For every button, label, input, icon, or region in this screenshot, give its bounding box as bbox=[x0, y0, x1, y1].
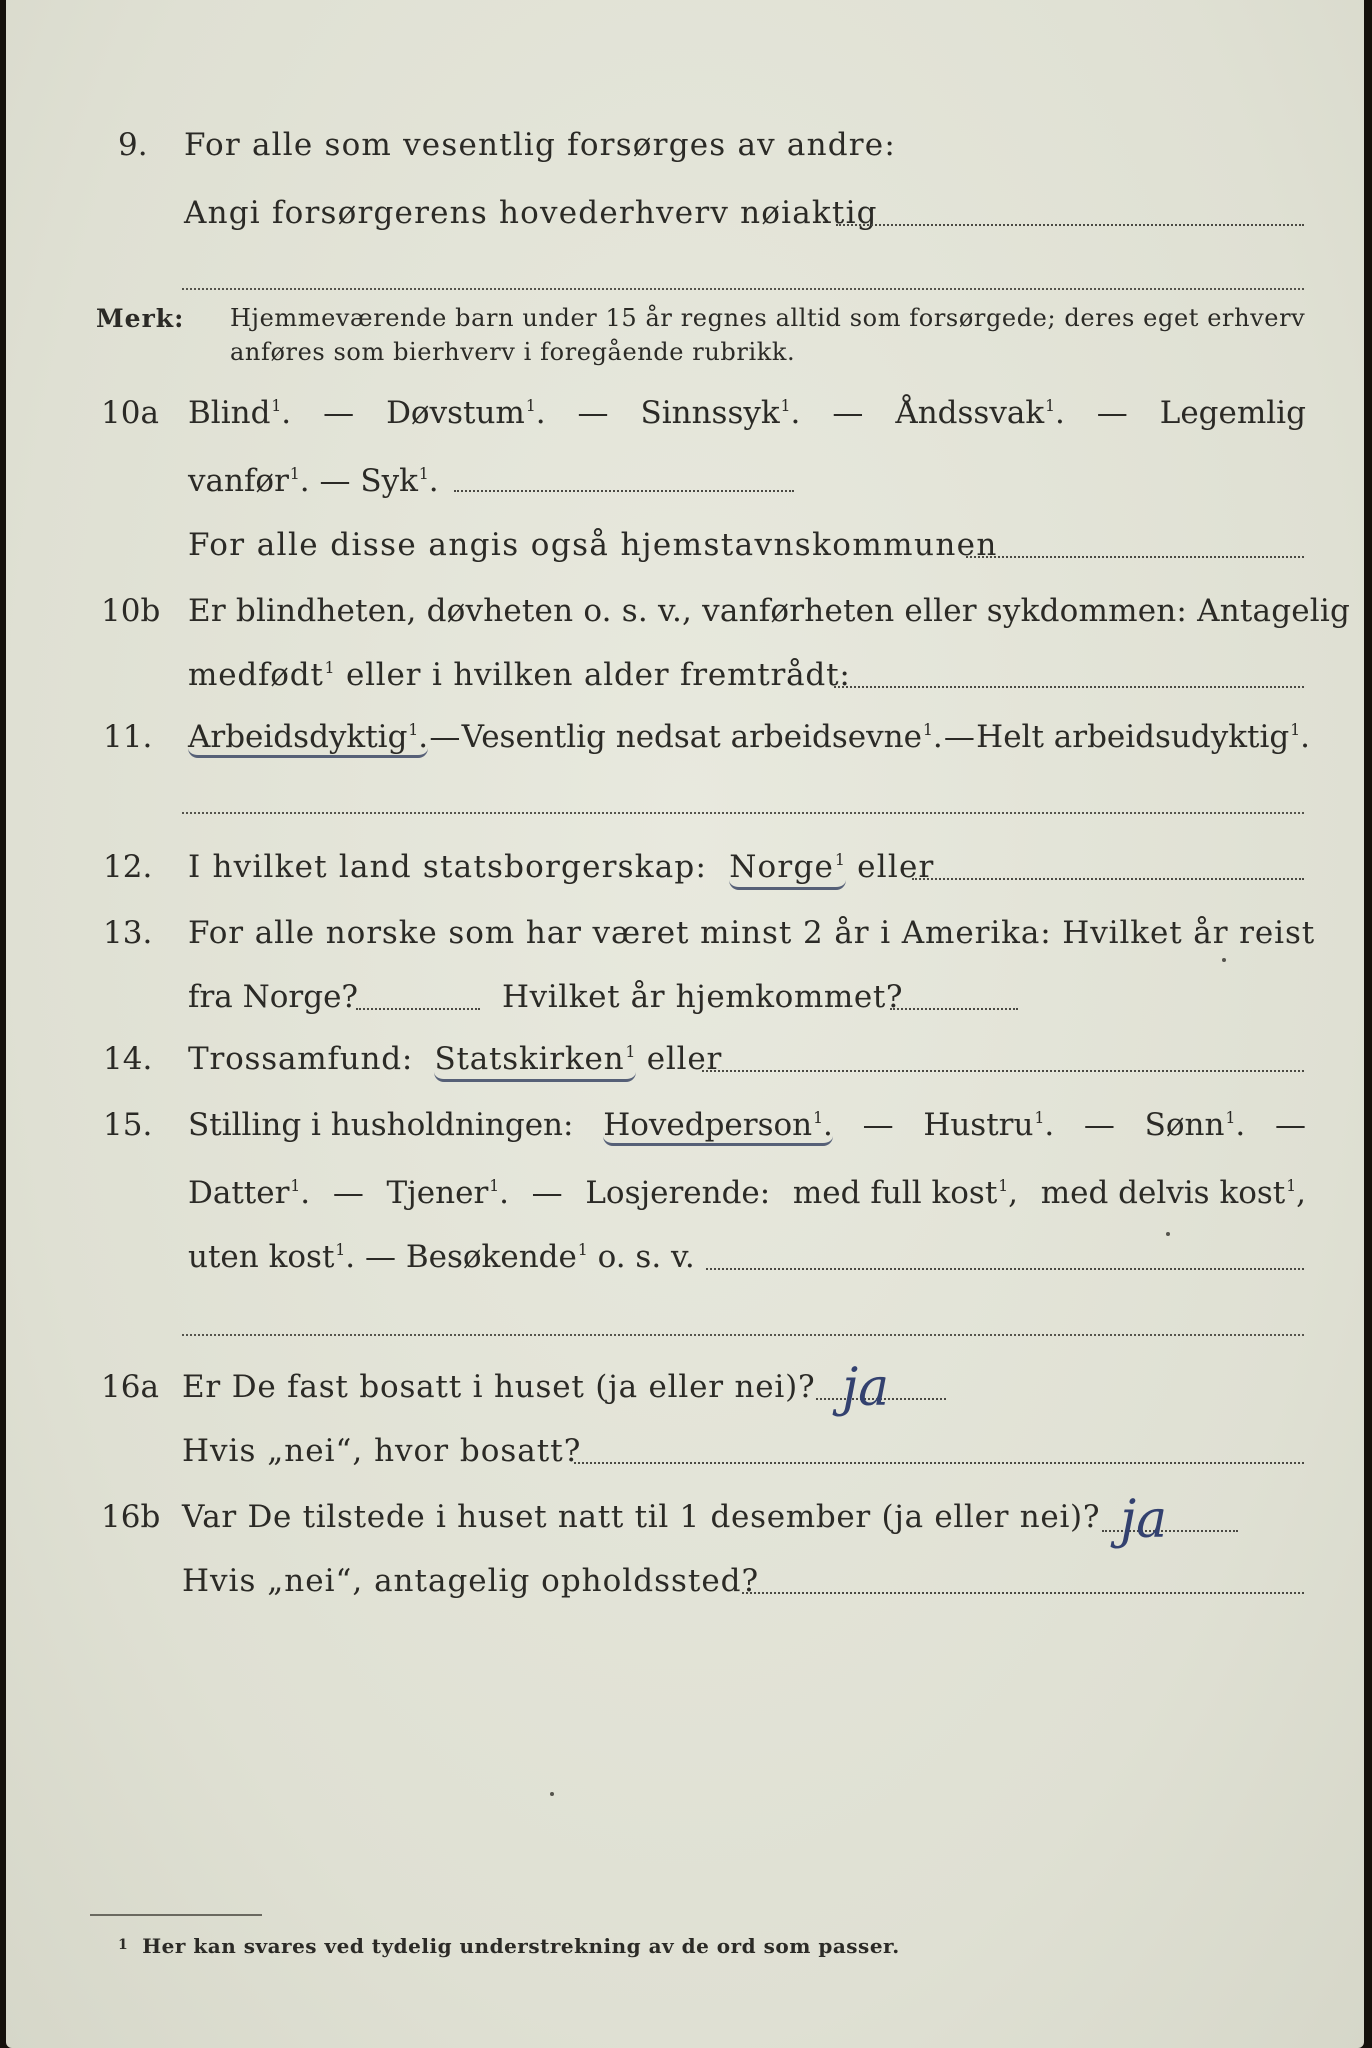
footnote bbox=[118, 1934, 900, 1958]
q13-hjemkommet: Hvilket år hjemkommet? bbox=[502, 979, 904, 1015]
merk-line2: anføres som bierhverv i foregående rubrikk. bbox=[230, 338, 796, 366]
q15-answer-line[interactable] bbox=[706, 1268, 1304, 1270]
ink-speck bbox=[1166, 1232, 1170, 1236]
footnote-text: Her kan svares ved tydelig understrekning av de ord som passer. bbox=[142, 1934, 900, 1958]
q11-answer-line[interactable] bbox=[182, 812, 1304, 814]
dash: — bbox=[1274, 1107, 1306, 1143]
merk-label: Merk: bbox=[96, 304, 185, 333]
q16b-number: 16b bbox=[101, 1499, 161, 1535]
option-medfodt[interactable]: medfødt$^1$ bbox=[188, 657, 336, 693]
q14-line: Trossamfund: Statskirken$^1$ eller bbox=[188, 1044, 722, 1075]
option-hustru[interactable]: Hustru$^1$. bbox=[923, 1107, 1055, 1143]
q14-number: 14. bbox=[103, 1041, 153, 1077]
q10a-hjemstavn-line[interactable] bbox=[966, 556, 1304, 558]
footnote-mark: 1 bbox=[118, 1937, 129, 1953]
option-norge[interactable]: Norge$^1$ bbox=[729, 849, 846, 890]
q9-line1: For alle som vesentlig forsørges av andre: bbox=[184, 127, 896, 163]
q10a-line3: For alle disse angis også hjemstavnskommunen bbox=[188, 527, 998, 563]
q13-fra-norge-line[interactable] bbox=[356, 1008, 480, 1010]
q11-number: 11. bbox=[103, 719, 153, 755]
option-vanfor[interactable]: vanfør$^1$. bbox=[188, 463, 310, 499]
merk-line1: Hjemmeværende barn under 15 år regnes alltid som forsørgede; deres eget erhverv bbox=[230, 304, 1306, 332]
q9-answer-line-2[interactable] bbox=[182, 288, 1304, 290]
q15-line2: Datter$^1$. — Tjener$^1$. — Losjerende: med full kost$^1$, med delvis kost$^1$, bbox=[188, 1175, 1306, 1211]
q10b-number: 10b bbox=[101, 593, 161, 629]
q16b-opholdssted-line[interactable] bbox=[742, 1592, 1304, 1594]
q9-line2: Angi forsørgerens hovederhverv nøiaktig bbox=[184, 195, 878, 231]
q10a-line2 bbox=[188, 463, 439, 499]
q12-answer-line[interactable] bbox=[912, 878, 1304, 880]
option-datter[interactable]: Datter$^1$. bbox=[188, 1175, 311, 1211]
q10a-answer-line[interactable] bbox=[454, 490, 794, 492]
option-dovstum[interactable]: Døvstum$^1$. bbox=[386, 395, 546, 431]
option-tjener[interactable]: Tjener$^1$. bbox=[386, 1175, 509, 1211]
q13-number: 13. bbox=[103, 915, 153, 951]
dash: — bbox=[429, 719, 461, 755]
dash: — bbox=[531, 1175, 563, 1211]
option-sinnssyk[interactable]: Sinnssyk$^1$. bbox=[640, 395, 801, 431]
ink-speck bbox=[1222, 958, 1226, 962]
q11-line1 bbox=[188, 719, 1310, 758]
option-blind[interactable]: Blind$^1$. bbox=[188, 395, 292, 431]
dash: — bbox=[832, 395, 864, 431]
q12-eller: eller bbox=[857, 849, 935, 885]
footnote-separator bbox=[90, 1914, 262, 1916]
q10a-number: 10a bbox=[101, 395, 159, 431]
option-helt-arbeidsudyktig[interactable]: Helt arbeidsudyktig$^1$. bbox=[976, 719, 1310, 755]
option-besokende[interactable]: Besøkende$^1$ bbox=[405, 1239, 588, 1275]
option-med-delvis-kost[interactable]: med delvis kost$^1$, bbox=[1040, 1175, 1306, 1211]
option-syk[interactable]: Syk$^1$. bbox=[360, 463, 439, 499]
option-med-full-kost[interactable]: med full kost$^1$, bbox=[792, 1175, 1019, 1211]
q16a-line1: Er De fast bosatt i huset (ja eller nei)? bbox=[182, 1369, 816, 1405]
q13-fra-norge: fra Norge? bbox=[188, 979, 359, 1015]
q10b-line2: medfødt$^1$ eller i hvilken alder fremtrådt: bbox=[188, 657, 851, 693]
q16a-bosatt-line[interactable] bbox=[574, 1462, 1304, 1464]
option-andssvak[interactable]: Åndssvak$^1$. bbox=[895, 395, 1065, 431]
q15-answer-line-2[interactable] bbox=[182, 1334, 1304, 1336]
q16a-number: 16a bbox=[101, 1369, 159, 1405]
q14-answer-line[interactable] bbox=[702, 1070, 1304, 1072]
census-form-page bbox=[6, 0, 1364, 2048]
option-uten-kost[interactable]: uten kost$^1$. bbox=[188, 1239, 356, 1275]
option-hovedperson[interactable]: Hovedperson$^1$. bbox=[603, 1110, 833, 1146]
q16b-handwritten-answer[interactable]: ja bbox=[1120, 1490, 1168, 1550]
q13-line1: For alle norske som har været minst 2 år i Amerika: Hvilket år reist bbox=[188, 915, 1316, 951]
q15-line1: Stilling i husholdningen: Hovedperson$^1$. — Hustru$^1$. — Sønn$^1$. — bbox=[188, 1110, 1306, 1146]
q10a-line1 bbox=[188, 395, 1306, 431]
dash: — bbox=[365, 1239, 396, 1275]
dash: — bbox=[943, 719, 975, 755]
dash: — bbox=[1096, 395, 1128, 431]
option-sonn[interactable]: Sønn$^1$. bbox=[1144, 1107, 1246, 1143]
q9-answer-line[interactable] bbox=[836, 224, 1304, 226]
option-arbeidsdyktig[interactable]: Arbeidsdyktig$^1$. bbox=[188, 722, 428, 758]
q16a-handwritten-answer[interactable]: ja bbox=[842, 1358, 890, 1418]
option-legemlig[interactable]: Legemlig bbox=[1159, 395, 1306, 431]
dash: — bbox=[862, 1107, 894, 1143]
q16b-line2: Hvis „nei“, antagelig opholdssted? bbox=[182, 1563, 760, 1599]
q9-number: 9. bbox=[118, 127, 148, 163]
dash: — bbox=[332, 1175, 364, 1211]
q13-hjemkommet-line[interactable] bbox=[890, 1008, 1018, 1010]
dash: — bbox=[323, 395, 355, 431]
q14-eller: eller bbox=[646, 1041, 723, 1077]
option-statskirken[interactable]: Statskirken$^1$ bbox=[434, 1041, 636, 1082]
q12-line: I hvilket land statsborgerskap: Norge$^1$ eller bbox=[188, 852, 935, 883]
q15-number: 15. bbox=[103, 1107, 153, 1143]
q10b-answer-line[interactable] bbox=[834, 686, 1304, 688]
q15-line3: uten kost$^1$. — Besøkende$^1$ o. s. v. bbox=[188, 1239, 695, 1275]
dash: — bbox=[1083, 1107, 1115, 1143]
q16b-line1: Var De tilstede i huset natt til 1 desember (ja eller nei)? bbox=[182, 1499, 1101, 1535]
dash: — bbox=[319, 463, 351, 499]
q10b-line1: Er blindheten, døvheten o. s. v., vanførheten eller sykdommen: Antagelig bbox=[188, 593, 1351, 629]
ink-speck bbox=[550, 1792, 554, 1796]
option-vesentlig-nedsat[interactable]: Vesentlig nedsat arbeidsevne$^1$. bbox=[461, 719, 943, 755]
q16a-line2: Hvis „nei“, hvor bosatt? bbox=[182, 1433, 582, 1469]
q12-number: 12. bbox=[103, 849, 153, 885]
dash: — bbox=[577, 395, 609, 431]
